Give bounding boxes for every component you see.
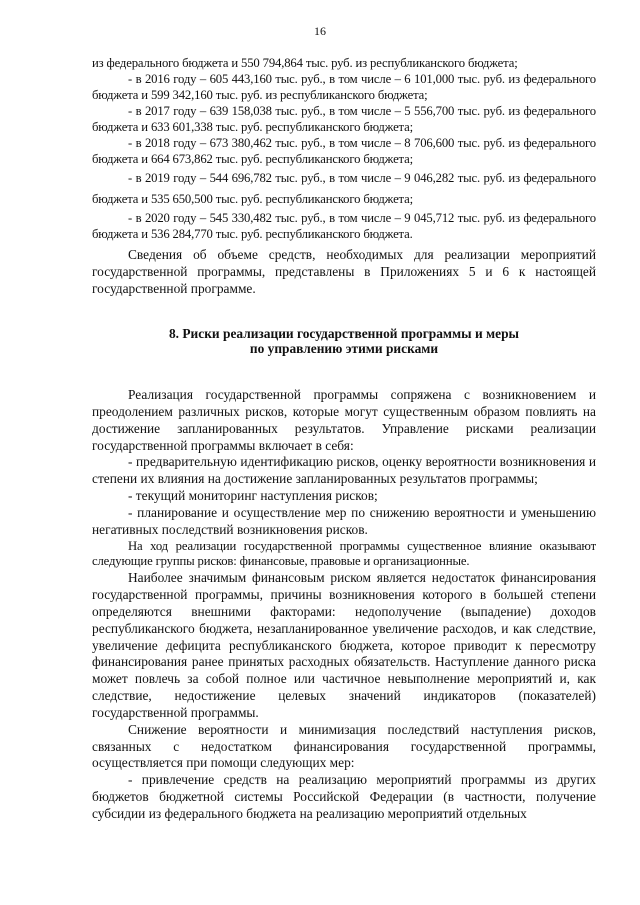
risk-measure-item-2: - текущий мониторинг наступления рисков;	[128, 488, 378, 504]
risk-intro-paragraph: Реализация государственной программы сопряжена с возникновением и преодолением различных рисков, которые могут существенным образом повлиять на достижение запланированных результатов. Управление рисками реализации государственной программы включает в себя:	[92, 387, 596, 453]
page-content	[92, 56, 596, 823]
mitigation-item-1: - привлечение средств на реализацию мероприятий программы из других бюджетов бюджетной системы Российской Федерации (в частности, получение субсидии из федерального бюджета на реализацию мероприятий отдельных	[92, 772, 596, 821]
risk-groups-paragraph: На ход реализации государственной программы существенное влияние оказывают следующие группы рисков: финансовые, правовые и организационные.	[92, 538, 596, 569]
section-heading-line-1: 8. Риски реализации государственной программы и меры	[168, 325, 520, 341]
page-number: 16	[314, 24, 326, 38]
risk-measure-item-1: - предварительную идентификацию рисков, оценку вероятности возникновения и степени их влияния на достижение запланированных результатов программы;	[92, 454, 596, 487]
budget-line-2019: - в 2019 году – 544 696,782 тыс. руб., в том числе – 9 046,282 тыс. руб. из федерального бюджета и 535 650,500 тыс. руб. республиканского бюджета;	[92, 170, 596, 207]
budget-line-continuation: из федерального бюджета и 550 794,864 тыс. руб. из республиканского бюджета;	[92, 56, 518, 70]
section-heading-line-2: по управлению этими рисками	[249, 341, 439, 357]
budget-line-2016: - в 2016 году – 605 443,160 тыс. руб., в том числе – 6 101,000 тыс. руб. из федерального бюджета и 599 342,160 тыс. руб. из республиканского бюджета;	[92, 71, 596, 102]
budget-line-2020: - в 2020 году – 545 330,482 тыс. руб., в том числе – 9 045,712 тыс. руб. из федерального бюджета и 536 284,770 тыс. руб. республиканского бюджета.	[92, 211, 596, 242]
mitigation-paragraph: Снижение вероятности и минимизация последствий наступления рисков, связанных с недостатком финансирования государственной программы, осуществляется при помощи следующих мер:	[92, 721, 596, 771]
budget-line-2017: - в 2017 году – 639 158,038 тыс. руб., в том числе – 5 556,700 тыс. руб. из федерального бюджета и 633 601,338 тыс. руб. республиканского бюджета;	[92, 103, 596, 134]
risk-measure-item-3: - планирование и осуществление мер по снижению вероятности и уменьшению негативных последствий возникновения рисков.	[92, 504, 596, 537]
financial-risk-paragraph: Наиболее значимым финансовым риском является недостаток финансирования государственной программы, причины возникновения которого в большей степени определяются внешними факторами: недополучение (выпадение) доходов республиканского бюджета, незапланированное увеличение расходов, и как следствие, увеличение дефицита республиканского бюджета, которое приводит к пересмотру финансирования ранее принятых расходных обязательств. Наступление данного риска может повлечь за собой полное или частичное невыполнение мероприятий и, как следствие, недостижение целевых значений индикаторов (показателей) государственной программы.	[92, 570, 596, 720]
appendix-note: Сведения об объеме средств, необходимых для реализации мероприятий государственной программы, представлены в Приложениях 5 и 6 к настоящей государственной программе.	[92, 247, 596, 296]
section-heading	[92, 326, 596, 358]
budget-line-2018: - в 2018 году – 673 380,462 тыс. руб., в том числе – 8 706,600 тыс. руб. из федерального бюджета и 664 673,862 тыс. руб. республиканского бюджета;	[92, 135, 596, 166]
